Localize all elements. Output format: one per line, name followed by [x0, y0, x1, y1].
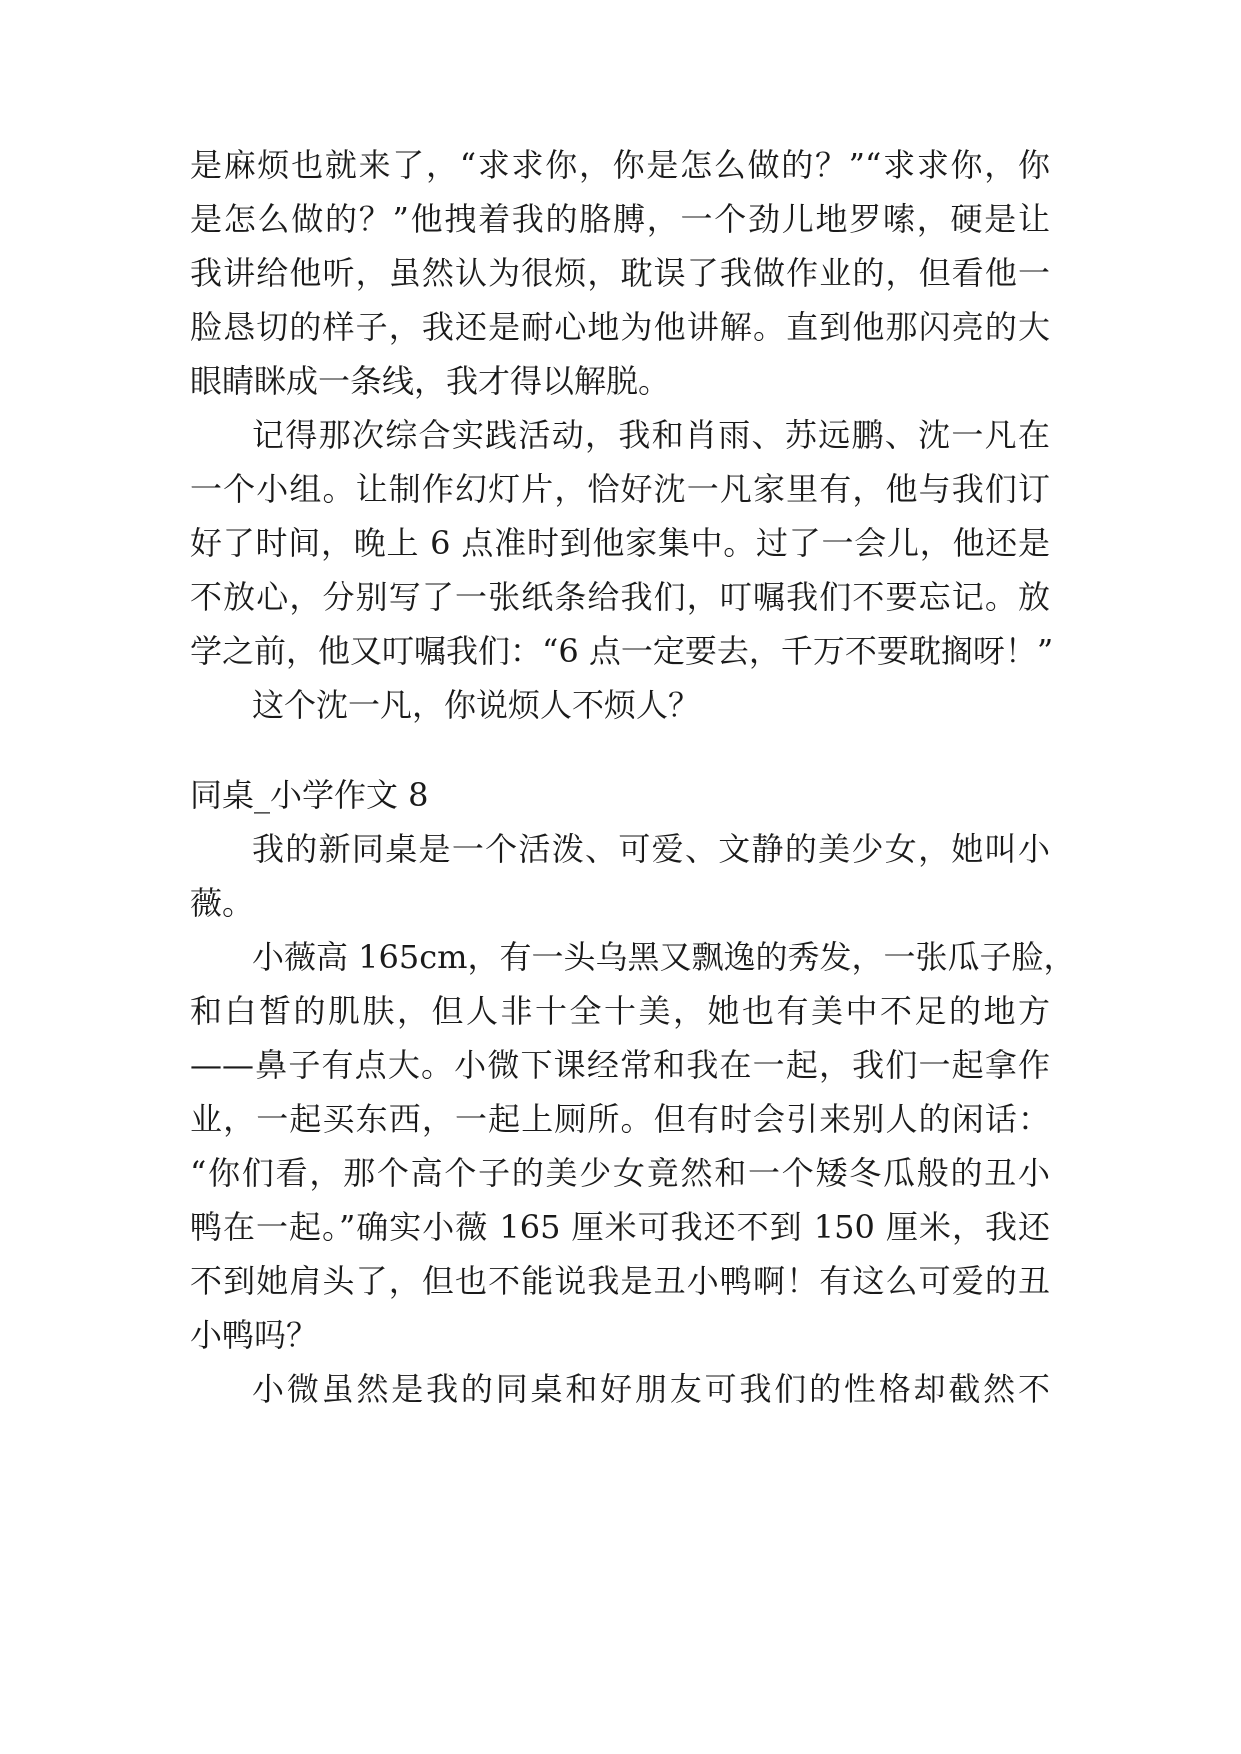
- text-line: 和白皙的肌肤，但人非十全十美，她也有美中不足的地方: [190, 992, 1050, 1030]
- text-line: 鸭在一起。”确实小薇 165 厘米可我还不到 150 厘米，我还: [190, 1208, 1050, 1246]
- text-line: 我讲给他听，虽然认为很烦，耽误了我做作业的，但看他一: [190, 254, 1050, 292]
- paragraph-first-line: 这个沈一凡，你说烦人不烦人？: [252, 686, 701, 724]
- text-line: 薇。: [190, 884, 255, 922]
- text-line: 业，一起买东西，一起上厕所。但有时会引来别人的闲话：: [190, 1100, 1050, 1138]
- text-line: 脸恳切的样子，我还是耐心地为他讲解。直到他那闪亮的大: [190, 308, 1050, 346]
- text-line: 小鸭吗？: [190, 1316, 319, 1354]
- document-page: [190, 0, 1076, 1754]
- text-line: 不放心，分别写了一张纸条给我们，叮嘱我们不要忘记。放: [190, 578, 1050, 616]
- text-line: ——鼻子有点大。小微下课经常和我在一起，我们一起拿作: [190, 1046, 1050, 1084]
- text-line: 不到她肩头了，但也不能说我是丑小鸭啊！有这么可爱的丑: [190, 1262, 1050, 1300]
- section-title: 同桌_小学作文 8: [190, 776, 429, 814]
- paragraph-first-line: 记得那次综合实践活动，我和肖雨、苏远鹏、沈一凡在: [252, 416, 1050, 454]
- text-line: “你们看，那个高个子的美少女竟然和一个矮冬瓜般的丑小: [190, 1154, 1050, 1192]
- paragraph-first-line: 小薇高 165cm，有一头乌黑又飘逸的秀发，一张瓜子脸，: [252, 938, 1076, 976]
- text-line: 学之前，他又叮嘱我们：“6 点一定要去，千万不要耽搁呀！”: [190, 632, 1054, 670]
- text-line: 一个小组。让制作幻灯片，恰好沈一凡家里有，他与我们订: [190, 470, 1050, 508]
- paragraph-first-line: 小微虽然是我的同桌和好朋友可我们的性格却截然不: [252, 1370, 1050, 1408]
- text-line: 是麻烦也就来了，“求求你，你是怎么做的？”“求求你，你: [190, 146, 1050, 184]
- paragraph-first-line: 我的新同桌是一个活泼、可爱、文静的美少女，她叫小: [252, 830, 1050, 868]
- text-line: 眼睛眯成一条线，我才得以解脱。: [190, 362, 671, 400]
- text-line: 是怎么做的？”他拽着我的胳膊，一个劲儿地罗嗦，硬是让: [190, 200, 1050, 238]
- text-line: 好了时间，晚上 6 点准时到他家集中。过了一会儿，他还是: [190, 524, 1050, 562]
